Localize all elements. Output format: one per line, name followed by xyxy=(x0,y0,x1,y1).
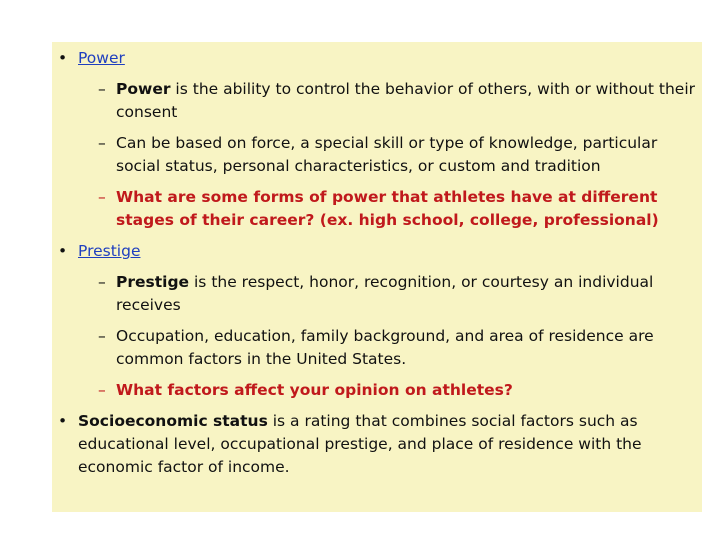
prestige-definition-text: is the respect, honor, recognition, or courtesy an individual receives xyxy=(116,273,654,314)
power-basis-text: Can be based on force, a special skill or type of knowledge, particular social status, personal characteristics, or custom and tradition xyxy=(116,134,658,175)
power-definition-text: is the ability to control the behavior of others, with or without their consent xyxy=(116,80,695,121)
ses-term: Socioeconomic status xyxy=(78,412,268,430)
dash-marker: – xyxy=(98,381,106,399)
power-question-text: What are some forms of power that athletes have at different stages of their career? (ex. high school, college, professional) xyxy=(116,188,659,229)
prestige-link[interactable]: Prestige xyxy=(78,242,141,260)
bullet-power xyxy=(58,47,698,70)
power-basis xyxy=(58,132,698,178)
bullet-marker: • xyxy=(58,242,68,260)
prestige-question-text: What factors affect your opinion on athletes? xyxy=(116,381,513,399)
bullet-prestige xyxy=(58,240,698,263)
slide-content xyxy=(58,47,698,487)
prestige-question xyxy=(58,379,698,402)
bullet-socioeconomic-status xyxy=(58,410,698,479)
dash-marker: – xyxy=(98,327,106,345)
dash-marker: – xyxy=(98,134,106,152)
prestige-term: Prestige xyxy=(116,273,190,291)
power-term: Power xyxy=(116,80,171,98)
prestige-definition xyxy=(58,271,698,317)
power-link[interactable]: Power xyxy=(78,49,125,67)
dash-marker: – xyxy=(98,273,106,291)
bullet-marker: • xyxy=(58,412,68,430)
dash-marker: – xyxy=(98,80,106,98)
ses-definition-text: is a rating that combines social factors such as educational level, occupational prestige, and place of residence with the economic factor of income. xyxy=(78,412,642,476)
prestige-factors-text: Occupation, education, family background, and area of residence are common factors in the United States. xyxy=(116,327,654,368)
power-question xyxy=(58,186,698,232)
prestige-factors xyxy=(58,325,698,371)
power-definition xyxy=(58,78,698,124)
bullet-marker: • xyxy=(58,49,68,67)
dash-marker: – xyxy=(98,188,106,206)
